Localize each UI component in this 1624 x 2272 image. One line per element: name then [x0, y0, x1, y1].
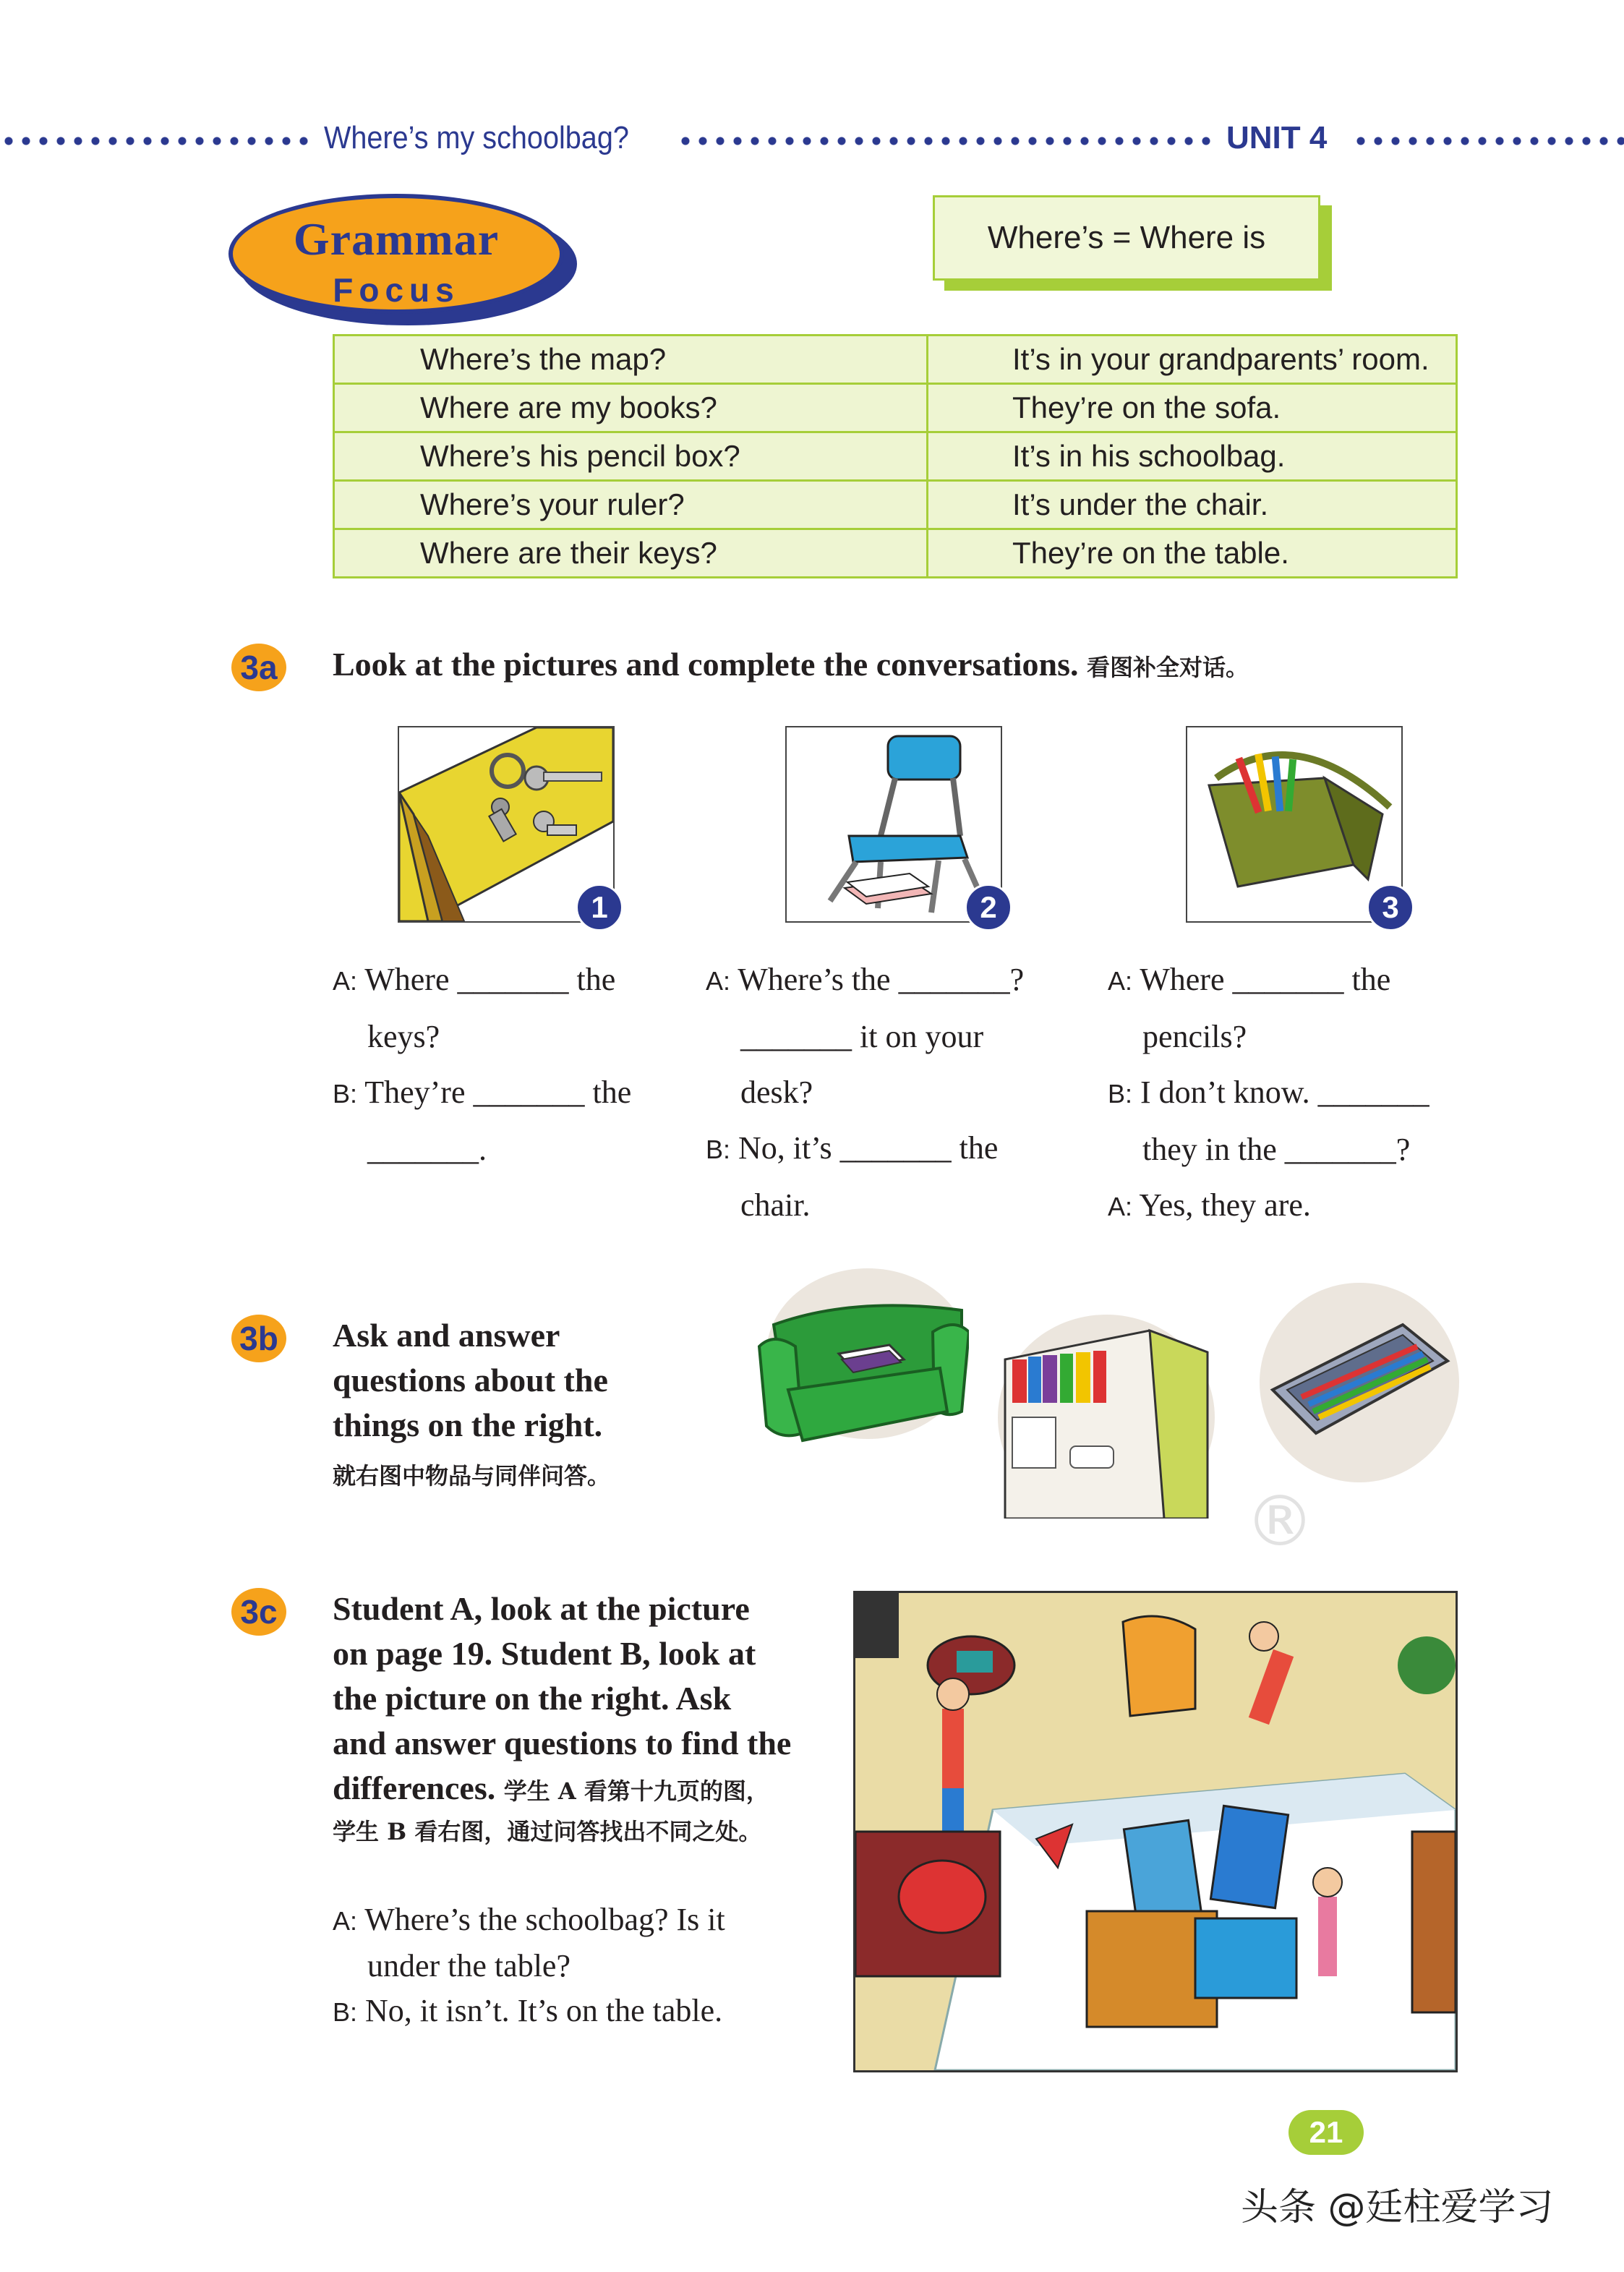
grammar-table: [333, 334, 1458, 578]
picture-number-2: 2: [965, 884, 1012, 931]
line-text: Where _______ the: [364, 962, 616, 997]
header-unit: UNIT 4: [1226, 120, 1328, 155]
instruction-text: differences.: [333, 1769, 496, 1806]
line-text: They’re _______ the: [364, 1075, 632, 1110]
conversation-line: keys?: [367, 1019, 440, 1054]
bookcase-picture: [991, 1302, 1229, 1519]
pencil-box-icon: [1258, 1281, 1461, 1484]
picture-number-3: 3: [1367, 884, 1414, 931]
grammar-focus-title: Grammar: [293, 213, 500, 265]
instruction-line: things on the right.: [333, 1406, 603, 1443]
conversation-line: [1108, 1064, 1429, 1122]
instruction-line: on page 19. Student B, look at: [333, 1635, 756, 1672]
conversation-1: [333, 952, 631, 1177]
line-text: Where _______ the: [1140, 962, 1391, 997]
instruction-line: [333, 1766, 791, 1814]
pencil-box-picture: [1258, 1281, 1461, 1484]
section-badge-3a: 3a: [231, 644, 286, 691]
instruction-3b: [333, 1313, 610, 1498]
chair-with-books-picture: [787, 727, 1001, 921]
instruction-3c-cn2: 学生 B 看右图，通过问答找出不同之处。: [333, 1818, 762, 1845]
conversation-2: [706, 952, 1024, 1233]
page-number: 21: [1288, 2110, 1364, 2155]
table-row: [334, 529, 1457, 578]
grammar-focus-badge: [228, 194, 564, 314]
dialog-line: [333, 1897, 725, 1944]
line-text: Where’s the _______?: [738, 962, 1025, 997]
instruction-3a-cn: 看图补全对话。: [1087, 654, 1249, 681]
line-text: Where’s the schoolbag? Is it: [364, 1902, 725, 1937]
header-dots-right: [1352, 136, 1624, 146]
picture-number-1: 1: [576, 884, 623, 931]
instruction-line: the picture on the right. Ask: [333, 1680, 732, 1717]
instruction-3c: [333, 1586, 791, 1850]
grammar-note-box: Where’s = Where is: [933, 195, 1320, 281]
header-dots-middle: [677, 136, 1212, 146]
dialog-3c: [333, 1897, 725, 2035]
sofa-picture: [745, 1267, 969, 1462]
room-scene-picture: [853, 1591, 1458, 2072]
question-cell: Where’s the map?: [334, 336, 928, 384]
speaker-label: B:: [706, 1135, 731, 1164]
speaker-label: A:: [1108, 966, 1133, 996]
conversation-line: [706, 952, 1024, 1009]
instruction-3b-cn: 就右图中物品与同伴问答。: [333, 1462, 611, 1490]
line-text: Yes, they are.: [1139, 1187, 1311, 1223]
registered-mark: ®: [1245, 1481, 1315, 1562]
conversation-line: pencils?: [1142, 1019, 1247, 1054]
conversation-line: chair.: [740, 1187, 811, 1223]
speaker-label: B:: [333, 1997, 358, 2027]
room-scene-illustration: [855, 1593, 1456, 2070]
line-text: I don’t know. _______: [1140, 1075, 1429, 1110]
conversation-line: desk?: [740, 1075, 813, 1110]
dialog-line: under the table?: [367, 1948, 570, 1983]
conversation-line: [1108, 1177, 1429, 1234]
answer-cell: It’s in his schoolbag.: [928, 432, 1457, 481]
conversation-line: [333, 952, 631, 1009]
speaker-label: B:: [1108, 1079, 1133, 1109]
question-cell: Where’s your ruler?: [334, 481, 928, 529]
sofa-icon: [745, 1267, 969, 1462]
answer-cell: It’s under the chair.: [928, 481, 1457, 529]
table-row: [334, 432, 1457, 481]
header-title: Where’s my schoolbag?: [324, 120, 629, 155]
instruction-3a-text: Look at the pictures and complete the conversations.: [333, 646, 1079, 683]
grammar-focus-subtitle: Focus: [333, 271, 460, 309]
section-badge-3b: 3b: [231, 1315, 286, 1362]
conversation-line: [333, 1064, 631, 1122]
conversation-3: [1108, 952, 1429, 1234]
question-cell: Where are my books?: [334, 384, 928, 432]
line-text: No, it isn’t. It’s on the table.: [365, 1993, 723, 2028]
table-row: [334, 481, 1457, 529]
conversation-line: [706, 1120, 1024, 1177]
section-badge-3c: 3c: [231, 1588, 286, 1636]
conversation-line: [1108, 952, 1429, 1009]
instruction-3a: [333, 642, 1249, 690]
instruction-line: questions about the: [333, 1362, 608, 1398]
table-row: [334, 384, 1457, 432]
answer-cell: They’re on the table.: [928, 529, 1457, 578]
line-text: No, it’s _______ the: [738, 1130, 999, 1166]
speaker-label: A:: [333, 1906, 358, 1936]
speaker-label: A:: [1108, 1192, 1133, 1221]
conversation-line: _______ it on your: [740, 1019, 984, 1054]
table-row: [334, 336, 1457, 384]
speaker-label: A:: [333, 966, 358, 996]
conversation-line: they in the _______?: [1142, 1132, 1411, 1167]
speaker-label: A:: [706, 966, 731, 996]
instruction-line: Student A, look at the picture: [333, 1590, 750, 1627]
instruction-line: Ask and answer: [333, 1317, 560, 1354]
question-cell: Where are their keys?: [334, 529, 928, 578]
speaker-label: B:: [333, 1079, 358, 1109]
header-dots-left: [0, 136, 312, 146]
question-cell: Where’s his pencil box?: [334, 432, 928, 481]
conversation-line: _______.: [367, 1132, 487, 1167]
instruction-3c-cn1: 学生 A 看第十九页的图，: [503, 1777, 769, 1805]
schoolbag-with-pencils-picture: [1187, 727, 1401, 921]
answer-cell: They’re on the sofa.: [928, 384, 1457, 432]
instruction-line: and answer questions to find the: [333, 1725, 792, 1761]
dialog-line: [333, 1989, 725, 2035]
answer-cell: It’s in your grandparents’ room.: [928, 336, 1457, 384]
bookcase-icon: [991, 1302, 1229, 1519]
source-watermark: 头条 @廷柱爱学习: [1241, 2186, 1554, 2229]
